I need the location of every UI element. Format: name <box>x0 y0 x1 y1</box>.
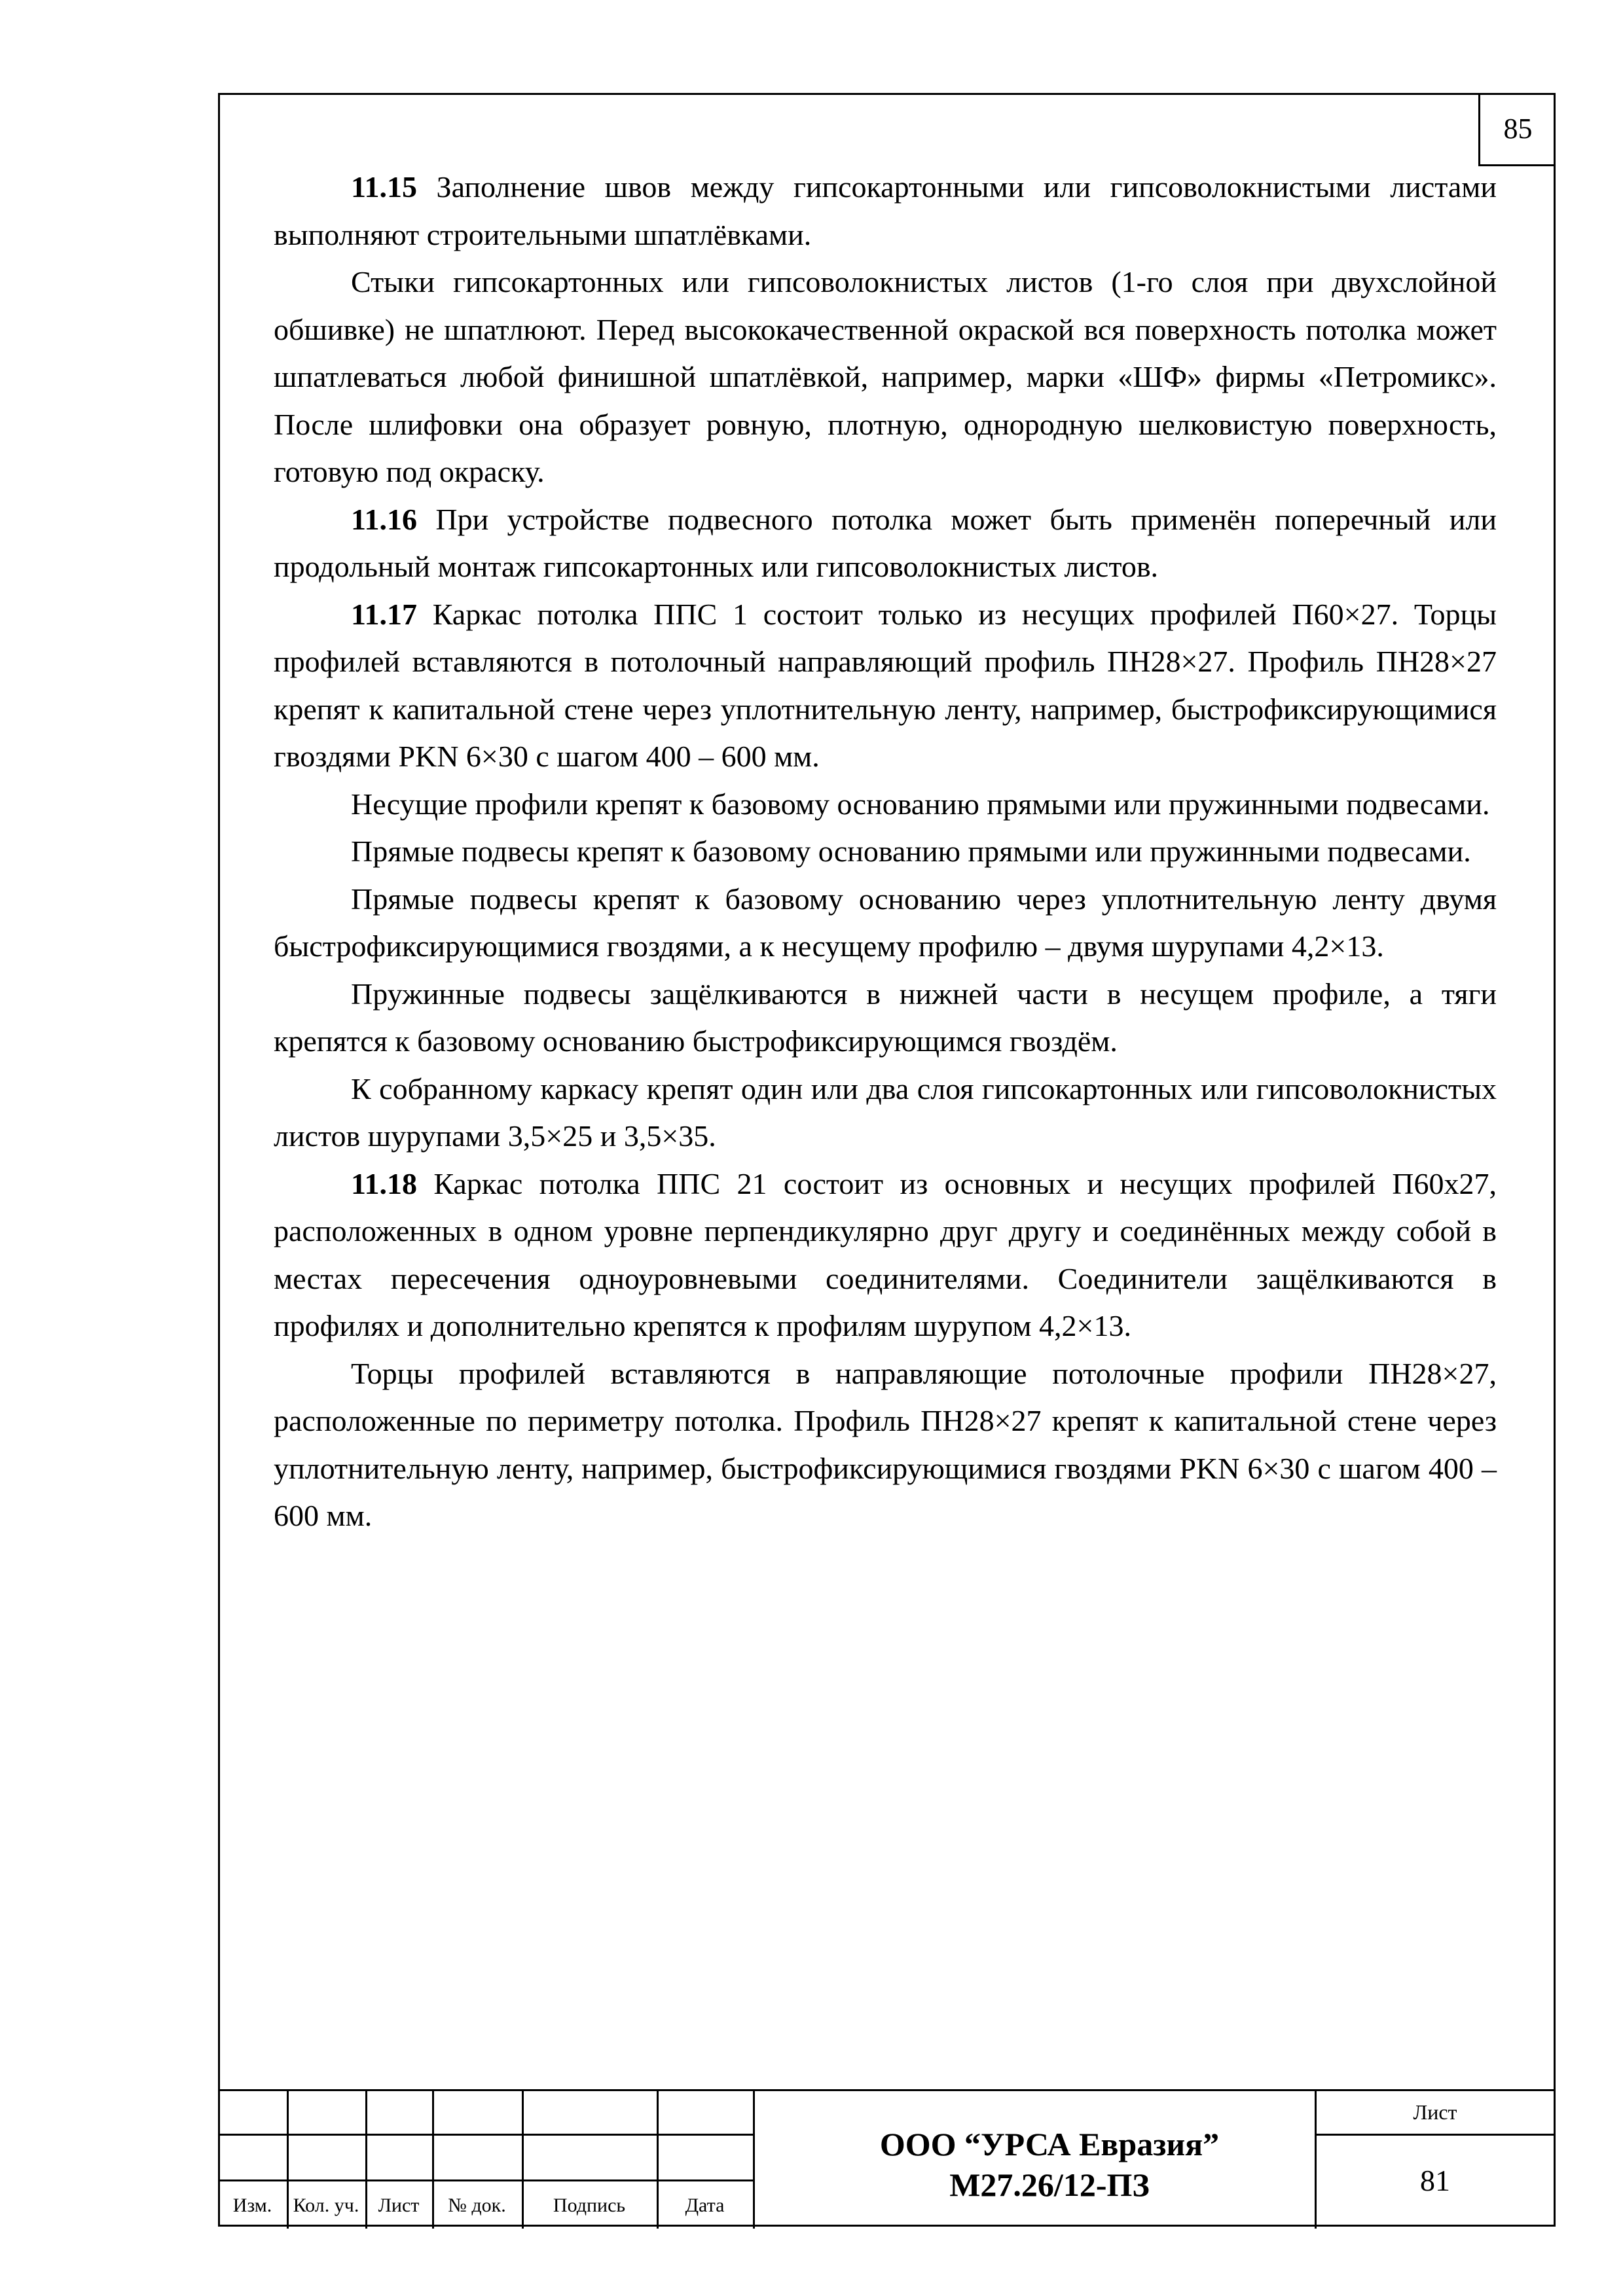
paragraph-text: Торцы профилей вставляются в направляющие потолочные профили ПН28×27, расположенные по периметру потолка. Профиль ПН28×27 крепят к капитальной стене через уплотнительную ленту, например, быстрофиксирующимися гвоздями PKN 6×30 с шагом 400 – 600 мм. <box>274 1356 1497 1532</box>
paragraph <box>274 496 1497 591</box>
col-list: Лист <box>378 2195 420 2216</box>
col-doc-no: № док. <box>448 2195 506 2216</box>
paragraph-text: Пружинные подвесы защёлкиваются в нижней части в несущем профиле, а тяги крепятся к базовому основанию быстрофиксирующимся гвоздём. <box>274 977 1497 1058</box>
paragraph-text: К собранному каркасу крепят один или два слоя гипсокартонных или гипсоволокнистых листов шурупами 3,5×25 и 3,5×35. <box>274 1071 1497 1153</box>
paragraph <box>274 828 1497 876</box>
paragraph <box>274 1160 1497 1350</box>
section-number: 11.16 <box>351 502 417 536</box>
col-signature: Подпись <box>553 2195 626 2216</box>
org-name: ООО “УРСА Евразия” <box>879 2126 1220 2162</box>
paragraph <box>274 164 1497 259</box>
page-number: 85 <box>1478 93 1556 166</box>
paragraph-text: Каркас потолка ППС 1 состоит только из несущих профилей П60×27. Торцы профилей вставляются в потолочный направляющий профиль ПН28×27. Профиль ПН28×27 крепят к капитальной стене через уплотнительную ленту, например, быстрофиксирующимися гвоздями PKN 6×30 с шагом 400 – 600 мм. <box>274 597 1497 773</box>
col-date: Дата <box>685 2195 725 2216</box>
document-body <box>274 164 1497 1540</box>
paragraph-text: Прямые подвесы крепят к базовому основанию прямыми или пружинными подвесами. <box>351 834 1471 868</box>
col-kol-uch: Кол. уч. <box>293 2195 359 2216</box>
sheet-label: Лист <box>1413 2100 1457 2124</box>
title-block <box>218 2089 1556 2227</box>
paragraph <box>274 259 1497 496</box>
organization-block <box>761 2124 1338 2205</box>
section-number: 11.18 <box>351 1166 417 1200</box>
section-number: 11.15 <box>351 170 417 204</box>
paragraph <box>274 781 1497 829</box>
doc-code: М27.26/12-ПЗ <box>949 2166 1150 2203</box>
paragraph-text: Стыки гипсокартонных или гипсоволокнистых листов (1-го слоя при двухслойной обшивке) не шпатлюют. Перед высококачественной окраской вся поверхность потолка может шпатлеваться любой финишной шпатлёвкой, например, марки «ШФ» фирмы «Петромикс». После шлифовки она образует ровную, плотную, однородную шелковистую поверхность, готовую под окраску. <box>274 265 1497 488</box>
col-izm: Изм. <box>232 2195 272 2216</box>
paragraph-text: Каркас потолка ППС 21 состоит из основных и несущих профилей П60х27, расположенных в одном уровне перпендикулярно друг другу и соединённых между собой в местах пересечения одноуровневыми соединителями. Соединители защёлкиваются в профилях и дополнительно крепятся к профилям шурупом 4,2×13. <box>274 1166 1497 1342</box>
paragraph <box>274 591 1497 781</box>
sheet-number: 81 <box>1420 2164 1450 2197</box>
paragraph-text: Несущие профили крепят к базовому основанию прямыми или пружинными подвесами. <box>351 787 1490 821</box>
paragraph-text: Прямые подвесы крепят к базовому основанию через уплотнительную ленту двумя быстрофиксирующимися гвоздями, а к несущему профилю – двумя шурупами 4,2×13. <box>274 882 1497 963</box>
paragraph-text: Заполнение швов между гипсокартонными или гипсоволокнистыми листами выполняют строительными шпатлёвками. <box>274 170 1497 251</box>
section-number: 11.17 <box>351 597 417 631</box>
paragraph <box>274 1066 1497 1160</box>
paragraph <box>274 1350 1497 1540</box>
paragraph <box>274 971 1497 1066</box>
paragraph-text: При устройстве подвесного потолка может быть применён поперечный или продольный монтаж гипсокартонных или гипсоволокнистых листов. <box>274 502 1497 583</box>
paragraph <box>274 876 1497 971</box>
